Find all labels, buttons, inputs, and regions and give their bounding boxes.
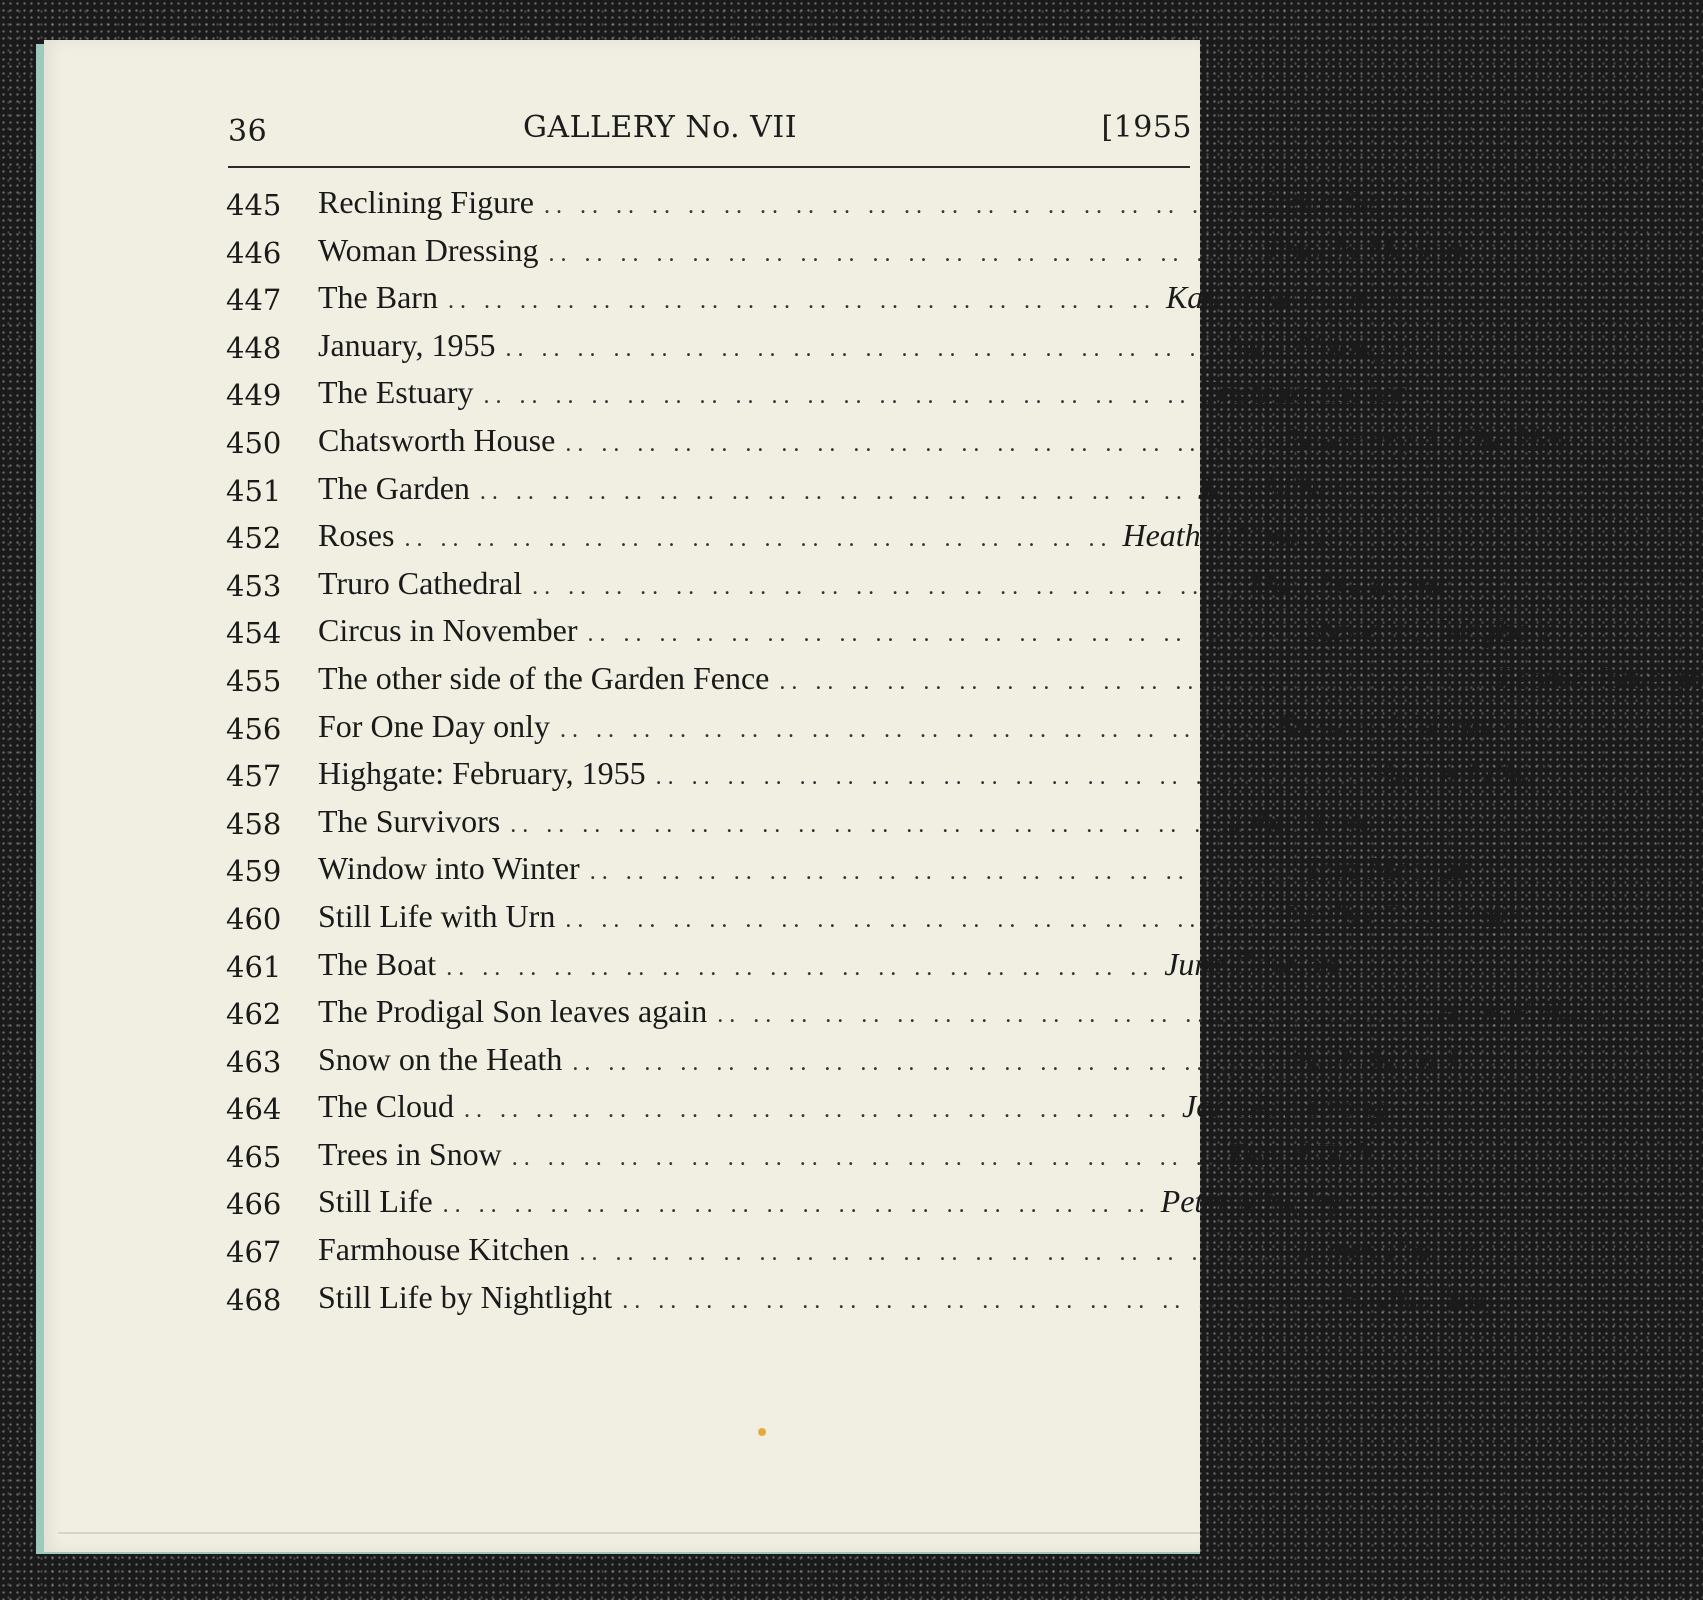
entry-number: 468 bbox=[226, 1282, 282, 1317]
catalogue-entry bbox=[226, 704, 1531, 752]
entry-number: 459 bbox=[226, 854, 282, 889]
entry-artist: June Dawson bbox=[1164, 945, 1338, 982]
entry-number: 446 bbox=[226, 235, 282, 270]
leader-dots: .. .. .. .. .. .. .. .. .. .. .. .. .. .. .. .. .. .. .. .. bbox=[587, 621, 1296, 648]
leader-dots: .. .. .. .. .. .. .. .. .. .. .. .. .. .. .. .. .. .. .. .. bbox=[579, 1240, 1288, 1267]
entry-title: The Boat bbox=[318, 945, 437, 982]
catalogue-entry bbox=[226, 561, 1443, 609]
leader-dots: .. .. .. .. .. .. .. .. .. .. .. .. .. .. .. .. .. .. .. .. bbox=[548, 240, 1257, 267]
header-rule bbox=[228, 166, 1190, 168]
catalogue-entry bbox=[226, 180, 1413, 228]
entry-number: 454 bbox=[226, 616, 282, 651]
entry-artist: Richard Platt bbox=[1373, 755, 1546, 792]
entry-number: 453 bbox=[226, 568, 282, 603]
entry-title: The Cloud bbox=[318, 1088, 454, 1125]
entry-number: 466 bbox=[226, 1187, 282, 1222]
catalogue-entry bbox=[226, 799, 1391, 847]
entry-artist: Peter Midgley bbox=[1160, 1183, 1343, 1220]
entry-artist: Leonie Jonleigh bbox=[1497, 659, 1703, 696]
entry-artist: Stella Steyn bbox=[1261, 184, 1413, 220]
leader-dots: .. .. .. .. .. .. .. .. .. .. .. .. .. .. .. .. .. .. .. .. bbox=[565, 906, 1274, 933]
leader-dots: .. .. .. .. .. .. .. .. .. .. .. .. .. .. .. .. .. .. .. .. bbox=[442, 1192, 1151, 1219]
entry-title: Circus in November bbox=[318, 612, 578, 649]
leader-dots: .. .. .. .. .. .. .. .. .. .. .. .. .. .. .. .. .. .. .. .. bbox=[404, 526, 1113, 553]
entry-number: 458 bbox=[226, 806, 282, 841]
entry-title: Chatsworth House bbox=[318, 421, 556, 458]
entry-number: 465 bbox=[226, 1139, 282, 1174]
entry-title: Highgate: February, 1955 bbox=[318, 755, 646, 792]
leader-dots: .. .. .. .. .. .. .. .. .. .. .. .. .. .. .. .. .. .. .. .. bbox=[622, 1287, 1331, 1314]
catalogue-entry bbox=[226, 323, 1449, 371]
entry-title: Truro Cathedral bbox=[318, 564, 523, 601]
entry-number: 451 bbox=[226, 473, 282, 508]
leader-dots: .. .. .. .. .. .. .. .. .. .. .. .. .. .. .. .. .. .. .. .. bbox=[589, 859, 1298, 886]
entry-number: 467 bbox=[226, 1235, 282, 1270]
catalogue-entry bbox=[226, 942, 1338, 990]
entry-number: 463 bbox=[226, 1044, 282, 1079]
entry-artist: Phyllis Bray bbox=[1340, 1278, 1500, 1315]
entry-artist: John Minton bbox=[1228, 802, 1391, 839]
entry-title: Window into Winter bbox=[318, 850, 580, 887]
entry-title: For One Day only bbox=[318, 707, 550, 744]
entry-artist: David Graham bbox=[1250, 564, 1443, 601]
leader-dots: .. .. .. .. .. .. .. .. .. .. .. .. .. .. .. .. .. .. .. .. bbox=[572, 1049, 1281, 1076]
leader-dots: .. .. .. .. .. .. .. .. .. .. .. .. .. .. .. .. .. .. .. .. bbox=[779, 668, 1488, 695]
entry-artist: Iain Macnab bbox=[1307, 850, 1473, 887]
entry-number: 461 bbox=[226, 949, 282, 984]
catalogue-entry bbox=[226, 1227, 1480, 1275]
page-header bbox=[228, 108, 1192, 158]
entry-title: The Survivors bbox=[318, 802, 501, 839]
leader-dots: .. .. .. .. .. .. .. .. .. .. .. .. .. .. .. .. .. .. .. .. bbox=[446, 954, 1155, 981]
entry-artist: John Armstrong bbox=[1181, 1088, 1388, 1125]
entry-number: 464 bbox=[226, 1092, 282, 1127]
catalogue-entry bbox=[226, 275, 1399, 323]
entry-number: 462 bbox=[226, 997, 282, 1032]
page-title: GALLERY No. VII bbox=[522, 110, 798, 145]
page-year: [1955 bbox=[1101, 110, 1192, 145]
catalogue-entry bbox=[226, 1275, 1500, 1323]
leader-dots: .. .. .. .. .. .. .. .. .. .. .. .. .. .. .. .. .. .. .. .. bbox=[655, 764, 1364, 791]
catalogue-entry bbox=[226, 1037, 1456, 1085]
entry-title: The Prodigal Son leaves again bbox=[318, 993, 708, 1030]
leader-dots: .. .. .. .. .. .. .. .. .. .. .. .. .. .. .. .. .. .. .. .. bbox=[479, 478, 1188, 505]
catalogue-entry bbox=[226, 513, 1326, 561]
entry-artist: Ronald Morton bbox=[1266, 231, 1463, 268]
entry-title: The Garden bbox=[318, 469, 470, 506]
catalogue-entry bbox=[226, 846, 1473, 894]
catalogue-entry bbox=[226, 894, 1524, 942]
catalogue-entry bbox=[226, 370, 1406, 418]
entry-title: January, 1955 bbox=[318, 326, 496, 363]
entry-title: Roses bbox=[318, 517, 395, 554]
entry-number: 456 bbox=[226, 711, 282, 746]
entry-number: 455 bbox=[226, 663, 282, 698]
entry-artist: Stewart J. Waghorn bbox=[1277, 707, 1531, 744]
paper-stain bbox=[758, 1428, 766, 1436]
catalogue-entry bbox=[226, 1084, 1388, 1132]
entry-title: Farmhouse Kitchen bbox=[318, 1231, 570, 1268]
entry-number: 460 bbox=[226, 901, 282, 936]
leader-dots: .. .. .. .. .. .. .. .. .. .. .. .. .. .. .. .. .. .. .. .. bbox=[532, 573, 1241, 600]
leader-dots: .. .. .. .. .. .. .. .. .. .. .. .. .. .. .. .. .. .. .. .. bbox=[543, 193, 1252, 219]
leader-dots: .. .. .. .. .. .. .. .. .. .. .. .. .. .. .. .. .. .. .. .. bbox=[483, 383, 1192, 410]
entry-title: Still Life with Urn bbox=[318, 897, 556, 934]
entry-artist: Tristram Hillier bbox=[1201, 374, 1406, 411]
entry-title: Snow on the Heath bbox=[318, 1040, 563, 1077]
leader-dots: .. .. .. .. .. .. .. .. .. .. .. .. .. .. .. .. .. .. .. .. bbox=[510, 811, 1219, 838]
entry-title: Trees in Snow bbox=[318, 1135, 502, 1172]
catalogue-entry bbox=[226, 466, 1347, 514]
entry-number: 457 bbox=[226, 759, 282, 794]
catalogue-entry bbox=[226, 989, 1629, 1037]
page-bottom-edge bbox=[58, 1532, 1200, 1534]
entry-title: Reclining Figure bbox=[318, 184, 534, 220]
leader-dots: .. .. .. .. .. .. .. .. .. .. .. .. .. .. .. .. .. .. .. .. bbox=[565, 430, 1274, 457]
entry-number: 449 bbox=[226, 378, 282, 413]
catalogue-entries bbox=[226, 180, 1703, 1322]
entry-artist: Phyllis E. A. Smith bbox=[1283, 897, 1524, 934]
entry-title: Still Life bbox=[318, 1183, 433, 1220]
entry-number: 447 bbox=[226, 283, 282, 318]
entry-artist: Stewart J. Waghorn bbox=[1305, 612, 1558, 649]
entry-number: 445 bbox=[226, 188, 282, 222]
leader-dots: .. .. .. .. .. .. .. .. .. .. .. .. .. .. .. .. .. .. .. .. bbox=[447, 288, 1156, 315]
entry-artist: Paul Bullard bbox=[1290, 1040, 1456, 1077]
leader-dots: .. .. .. .. .. .. .. .. .. .. .. .. .. .. .. .. .. .. .. .. bbox=[511, 1144, 1220, 1171]
entry-artist: Rosemary A. Chalkley bbox=[1283, 421, 1568, 458]
entry-artist: Jack Millar bbox=[1197, 469, 1347, 506]
entry-artist: John Aldridge, A. bbox=[1223, 326, 1449, 363]
leader-dots: .. .. .. .. .. .. .. .. .. .. .. .. .. .. .. .. .. .. .. .. bbox=[717, 1002, 1426, 1029]
entry-title: Still Life by Nightlight bbox=[318, 1278, 613, 1315]
entry-artist: James Palmer bbox=[1297, 1231, 1480, 1268]
entry-artist: Heather Copley bbox=[1122, 517, 1326, 554]
entry-number: 452 bbox=[226, 521, 282, 556]
catalogue-entry bbox=[226, 751, 1546, 799]
entry-title: Woman Dressing bbox=[318, 231, 539, 268]
entry-title: The Estuary bbox=[318, 374, 474, 411]
catalogue-entry bbox=[226, 656, 1703, 704]
leader-dots: .. .. .. .. .. .. .. .. .. .. .. .. .. .. .. .. .. .. .. .. bbox=[505, 335, 1214, 362]
entry-artist: David Holt bbox=[1229, 1135, 1373, 1172]
catalogue-entry bbox=[226, 1179, 1343, 1227]
entry-number: 448 bbox=[226, 330, 282, 365]
entry-title: The other side of the Garden Fence bbox=[318, 659, 770, 696]
catalogue-entry bbox=[226, 228, 1463, 276]
entry-number: 450 bbox=[226, 425, 282, 460]
page-number: 36 bbox=[228, 114, 268, 149]
leader-dots: .. .. .. .. .. .. .. .. .. .. .. .. .. .. .. .. .. .. .. .. bbox=[463, 1097, 1172, 1124]
entry-artist: Hans Feibusch bbox=[1435, 993, 1629, 1030]
entry-title: The Barn bbox=[318, 279, 438, 316]
leader-dots: .. .. .. .. .. .. .. .. .. .. .. .. .. .. .. .. .. .. .. .. bbox=[559, 716, 1268, 743]
catalogue-entry bbox=[226, 418, 1568, 466]
entry-artist: Katharine Church bbox=[1165, 279, 1399, 316]
catalogue-entry bbox=[226, 1132, 1373, 1180]
catalogue-entry bbox=[226, 608, 1558, 656]
